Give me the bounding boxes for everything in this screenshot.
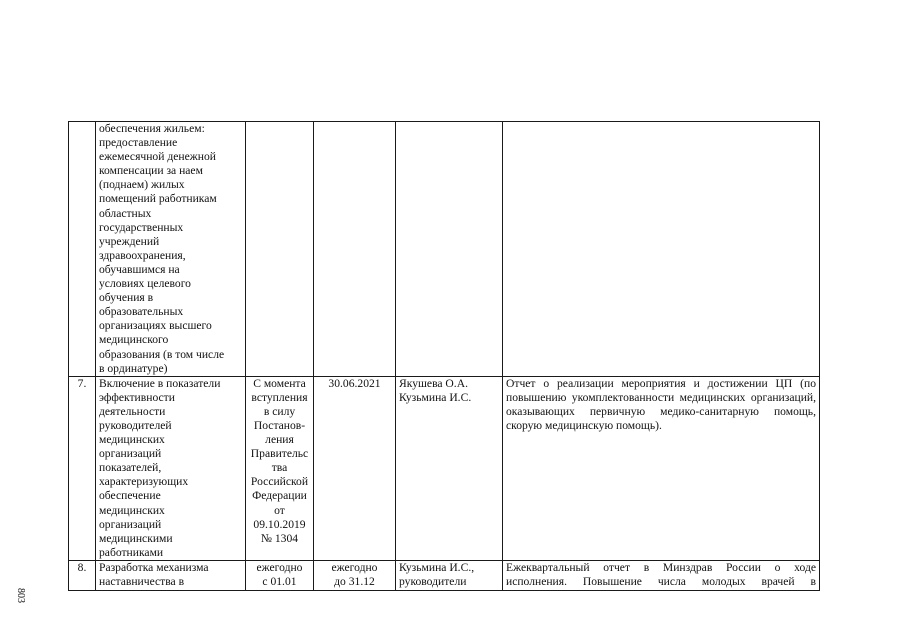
task-line: ежемесячной денежной bbox=[99, 150, 216, 164]
date-cell: 30.06.2021 bbox=[314, 376, 396, 560]
start-line: в силу bbox=[263, 404, 296, 418]
task-line: помещений работникам bbox=[99, 192, 217, 206]
task-line: наставничества в bbox=[99, 575, 185, 588]
start-line: № 1304 bbox=[260, 531, 299, 545]
responsible-cell bbox=[396, 122, 503, 377]
task-cell bbox=[96, 560, 246, 590]
task-cell bbox=[96, 376, 246, 560]
task-line: здравоохранения, bbox=[99, 248, 186, 262]
responsible-cell bbox=[396, 560, 503, 590]
task-line: компенсации за наем bbox=[99, 164, 203, 178]
start-line: от bbox=[274, 503, 285, 517]
task-line: организациях высшего bbox=[99, 319, 212, 333]
task-line: учреждений bbox=[99, 234, 160, 248]
row-number-cell: 7. bbox=[69, 376, 96, 560]
start-line: Постанов- bbox=[253, 418, 306, 432]
task-line: областных bbox=[99, 206, 152, 220]
task-line: характеризующих bbox=[99, 475, 189, 489]
plan-table bbox=[68, 121, 820, 591]
start-cell bbox=[246, 122, 314, 377]
start-line: тва bbox=[271, 461, 288, 475]
date-cell bbox=[314, 122, 396, 377]
result-cell: Отчет о реализации мероприятия и достижении ЦП (по повышению укомплектованности медицинских организаций, оказывающих первичную медико-санитарную помощь, скорую медицинскую помощь). bbox=[503, 376, 820, 560]
task-line: в ординатуре) bbox=[99, 361, 168, 375]
row-number-cell: 8. bbox=[69, 560, 96, 590]
start-line: с 01.01 bbox=[262, 575, 297, 588]
date-cell bbox=[314, 560, 396, 590]
result-line: Ежеквартальный отчет в Минздрав России о ходе bbox=[506, 560, 816, 574]
start-line: вступления bbox=[251, 390, 308, 404]
responsible-cell bbox=[396, 376, 503, 560]
date-line: до 31.12 bbox=[334, 575, 375, 588]
task-line: медицинских bbox=[99, 503, 165, 517]
task-line: работниками bbox=[99, 545, 164, 559]
start-line: ления bbox=[265, 433, 294, 447]
result-cell bbox=[503, 122, 820, 377]
task-line: медицинского bbox=[99, 333, 169, 347]
task-line: руководителей bbox=[99, 418, 172, 432]
task-line: медицинских bbox=[99, 433, 165, 447]
start-line: ежегодно bbox=[256, 560, 303, 574]
task-line: образовательных bbox=[99, 305, 184, 319]
task-line: эффективности bbox=[99, 390, 175, 404]
result-line: исполнения. Повышение числа молодых врачей в bbox=[506, 575, 816, 588]
start-cell bbox=[246, 376, 314, 560]
row-number-cell bbox=[69, 122, 96, 377]
task-line: деятельности bbox=[99, 404, 166, 418]
task-line: показателей, bbox=[99, 461, 162, 475]
table-row bbox=[69, 376, 820, 560]
task-line: медицинскими bbox=[99, 531, 173, 545]
task-line: организаций bbox=[99, 517, 162, 531]
start-line: Правительс bbox=[250, 447, 309, 461]
result-cell bbox=[503, 560, 820, 590]
task-line: образования (в том числе bbox=[99, 347, 225, 361]
start-line: 09.10.2019 bbox=[253, 517, 306, 531]
start-cell bbox=[246, 560, 314, 590]
start-line: Российской bbox=[250, 475, 309, 489]
task-line: государственных bbox=[99, 220, 184, 234]
task-line: обучения в bbox=[99, 291, 154, 305]
date-line: ежегодно bbox=[331, 560, 378, 574]
page-number: 803 bbox=[15, 588, 26, 603]
responsible-line: руководители bbox=[399, 575, 467, 588]
start-line: Федерации bbox=[252, 489, 307, 503]
responsible-line: Кузьмина И.С. bbox=[399, 390, 472, 404]
task-line: обеспечения жильем: bbox=[99, 122, 205, 135]
start-line: С момента bbox=[253, 376, 306, 390]
task-line: условиях целевого bbox=[99, 277, 191, 291]
table-row bbox=[69, 122, 820, 377]
responsible-line: Кузьмина И.С., bbox=[399, 560, 475, 574]
responsible-line: Якушева О.А. bbox=[399, 376, 468, 390]
task-line: Включение в показатели bbox=[99, 376, 221, 390]
table-row bbox=[69, 560, 820, 590]
task-line: предоставление bbox=[99, 136, 178, 150]
task-line: (поднаем) жилых bbox=[99, 178, 185, 192]
task-cell bbox=[96, 122, 246, 377]
task-line: обеспечение bbox=[99, 489, 161, 503]
task-line: обучавшимся на bbox=[99, 262, 180, 276]
task-line: организаций bbox=[99, 447, 162, 461]
task-line: Разработка механизма bbox=[99, 560, 209, 574]
